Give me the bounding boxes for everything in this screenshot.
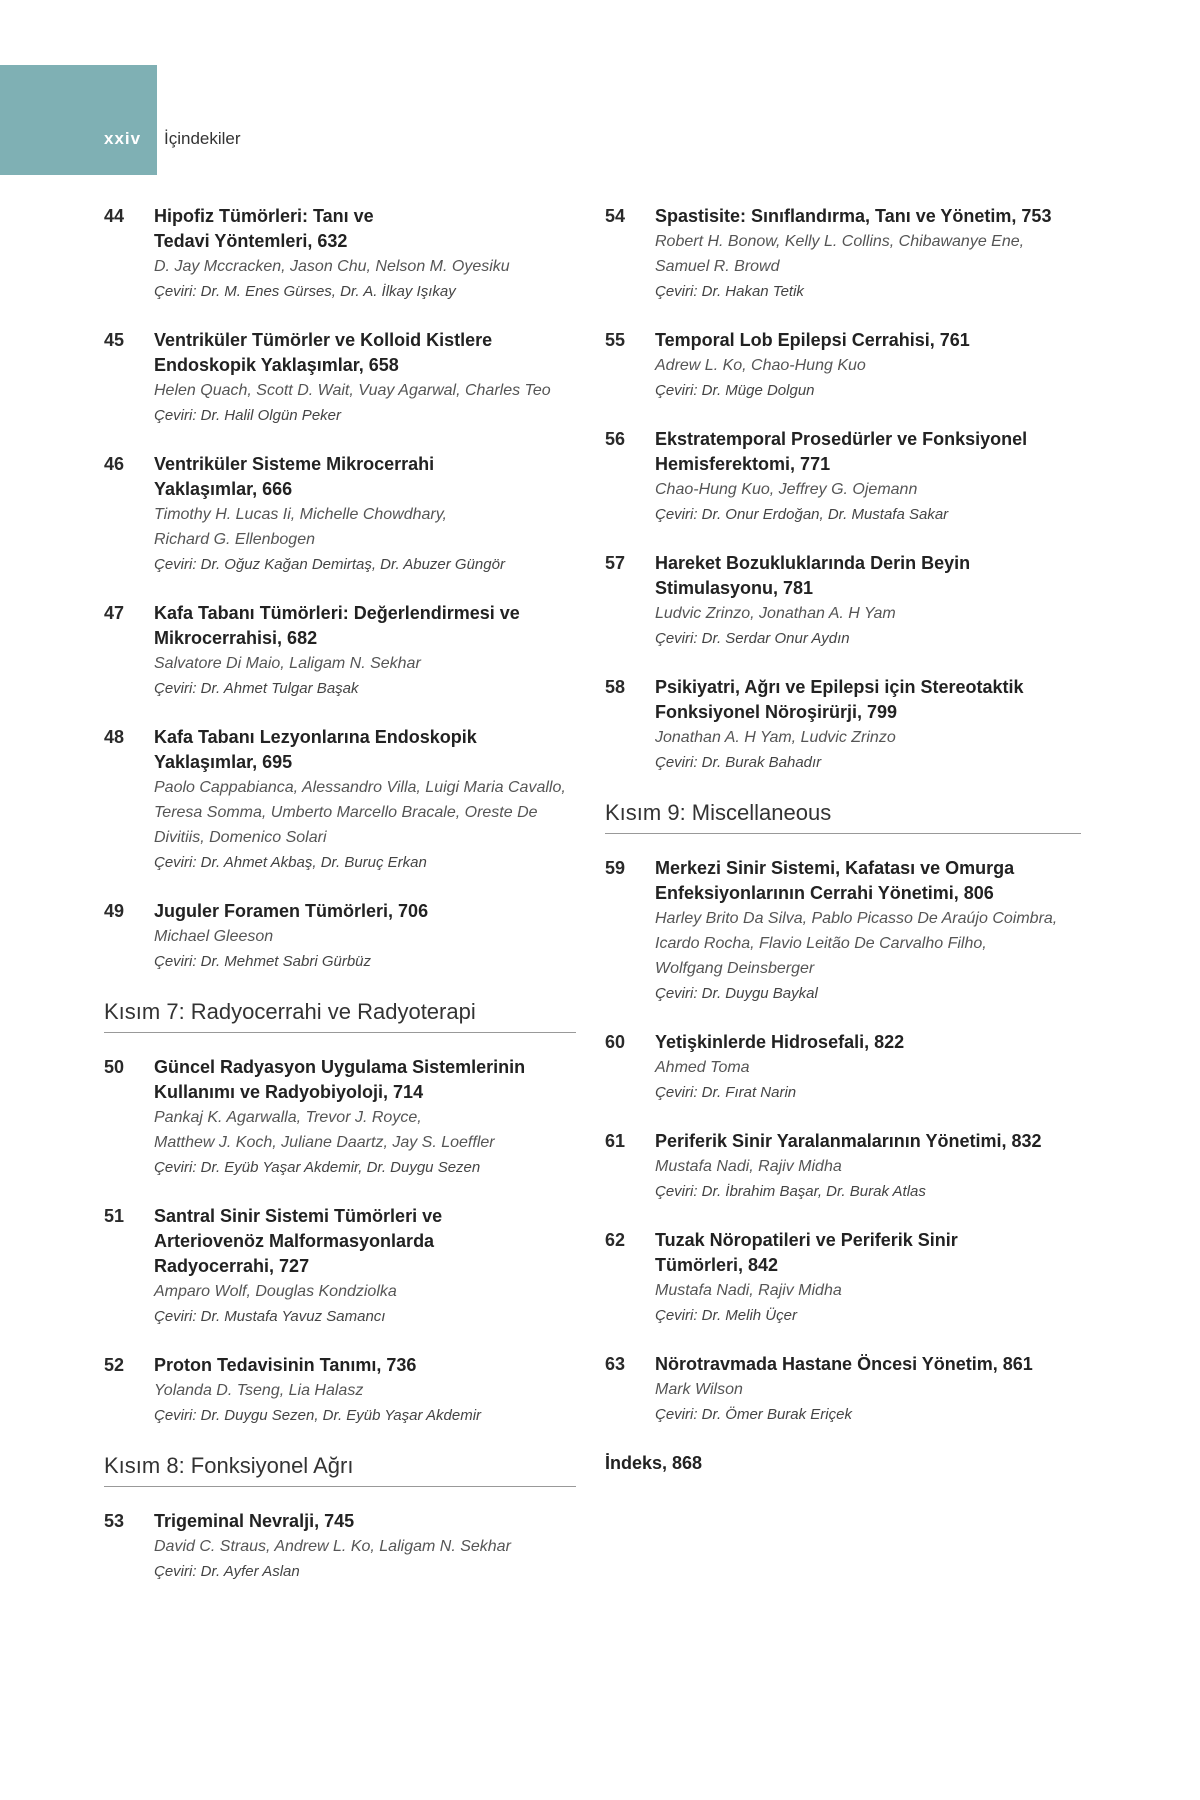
section-heading: Kısım 7: Radyocerrahi ve Radyoterapi xyxy=(104,998,576,1033)
toc-entry xyxy=(104,204,576,304)
chapter-authors: Robert H. Bonow, Kelly L. Collins, Chibawanye Ene, xyxy=(655,233,1025,250)
chapter-number: 63 xyxy=(605,1354,626,1374)
chapter-authors: Amparo Wolf, Douglas Kondziolka xyxy=(154,1283,397,1300)
chapter-authors: Matthew J. Koch, Juliane Daartz, Jay S. Loeffler xyxy=(154,1134,495,1151)
chapter-authors: Mustafa Nadi, Rajiv Midha xyxy=(655,1282,842,1299)
chapter-title: Proton Tedavisinin Tanımı, 736 xyxy=(154,1355,417,1375)
chapter-authors: Pankaj K. Agarwalla, Trevor J. Royce, xyxy=(154,1109,422,1126)
chapter-authors: Salvatore Di Maio, Laligam N. Sekhar xyxy=(154,655,421,672)
toc-entry xyxy=(605,427,1081,527)
chapter-translator: Çeviri: Dr. Melih Üçer xyxy=(655,1307,797,1324)
chapter-title: Santral Sinir Sistemi Tümörleri ve xyxy=(154,1206,443,1226)
toc-entry xyxy=(104,899,576,974)
chapter-number: 55 xyxy=(605,330,626,350)
chapter-translator: Çeviri: Dr. Duygu Sezen, Dr. Eyüb Yaşar Akdemir xyxy=(154,1407,482,1424)
chapter-translator: Çeviri: Dr. Fırat Narin xyxy=(655,1084,797,1101)
chapter-body xyxy=(154,725,576,875)
header-color-band xyxy=(0,65,157,175)
chapter-authors: Michael Gleeson xyxy=(154,928,274,945)
chapter-authors: Adrew L. Ko, Chao-Hung Kuo xyxy=(655,357,866,374)
chapter-translator: Çeviri: Dr. M. Enes Gürses, Dr. A. İlkay Işıkay xyxy=(154,283,456,300)
chapter-authors: Mark Wilson xyxy=(655,1381,743,1398)
chapter-body xyxy=(154,328,576,428)
chapter-body xyxy=(655,427,1081,527)
chapter-authors: Yolanda D. Tseng, Lia Halasz xyxy=(154,1382,364,1399)
chapter-title: Tuzak Nöropatileri ve Periferik Sinir xyxy=(655,1230,958,1250)
chapter-title: Yetişkinlerde Hidrosefali, 822 xyxy=(655,1032,905,1052)
toc-entry xyxy=(605,675,1081,775)
chapter-title: Ventriküler Tümörler ve Kolloid Kistlere xyxy=(154,330,493,350)
chapter-authors: Jonathan A. H Yam, Ludvic Zrinzo xyxy=(655,729,896,746)
chapter-title: Psikiyatri, Ağrı ve Epilepsi için Stereotaktik xyxy=(655,677,1024,697)
chapter-number: 62 xyxy=(605,1230,626,1250)
chapter-authors: Wolfgang Deinsberger xyxy=(655,960,815,977)
chapter-body xyxy=(154,1509,576,1584)
chapter-title: Yaklaşımlar, 695 xyxy=(154,752,293,772)
chapter-body xyxy=(154,899,576,974)
toc-entry xyxy=(605,1352,1081,1427)
right-column xyxy=(605,204,1081,1476)
chapter-title: Spastisite: Sınıflandırma, Tanı ve Yönetim, 753 xyxy=(655,206,1052,226)
chapter-number: 48 xyxy=(104,727,125,747)
chapter-translator: Çeviri: Dr. Ayfer Aslan xyxy=(154,1563,300,1580)
chapter-authors: Harley Brito Da Silva, Pablo Picasso De Araújo Coimbra, xyxy=(655,910,1058,927)
chapter-title: Ekstratemporal Prosedürler ve Fonksiyonel xyxy=(655,429,1028,449)
toc-entry xyxy=(605,551,1081,651)
chapter-body xyxy=(154,204,576,304)
chapter-authors: Teresa Somma, Umberto Marcello Bracale, Oreste De xyxy=(154,804,538,821)
chapter-translator: Çeviri: Dr. Ahmet Tulgar Başak xyxy=(154,680,359,697)
chapter-body xyxy=(655,675,1081,775)
toc-entry xyxy=(605,1129,1081,1204)
chapter-number: 52 xyxy=(104,1355,125,1375)
toc-entry xyxy=(605,856,1081,1006)
chapter-translator: Çeviri: Dr. Mehmet Sabri Gürbüz xyxy=(154,953,372,970)
chapter-authors: Richard G. Ellenbogen xyxy=(154,531,315,548)
chapter-translator: Çeviri: Dr. Ömer Burak Eriçek xyxy=(655,1406,852,1423)
chapter-authors: Timothy H. Lucas Ii, Michelle Chowdhary, xyxy=(154,506,447,523)
chapter-translator: Çeviri: Dr. Serdar Onur Aydın xyxy=(655,630,850,647)
chapter-number: 47 xyxy=(104,603,125,623)
chapter-number: 61 xyxy=(605,1131,626,1151)
toc-entry xyxy=(104,1055,576,1180)
chapter-body xyxy=(655,204,1081,304)
chapter-translator: Çeviri: Dr. Burak Bahadır xyxy=(655,754,822,771)
chapter-title: Radyocerrahi, 727 xyxy=(154,1256,310,1276)
chapter-authors: Chao-Hung Kuo, Jeffrey G. Ojemann xyxy=(655,481,918,498)
chapter-body xyxy=(655,856,1081,1006)
chapter-title: Tümörleri, 842 xyxy=(655,1255,779,1275)
toc-entry xyxy=(605,1030,1081,1105)
toc-entry xyxy=(104,1353,576,1428)
chapter-authors: David C. Straus, Andrew L. Ko, Laligam N. Sekhar xyxy=(154,1538,511,1555)
chapter-authors: Samuel R. Browd xyxy=(655,258,780,275)
chapter-title: Stimulasyonu, 781 xyxy=(655,578,814,598)
chapter-number: 57 xyxy=(605,553,626,573)
left-column xyxy=(104,204,576,1608)
chapter-title: Periferik Sinir Yaralanmalarının Yönetimi, 832 xyxy=(655,1131,1042,1151)
chapter-translator: Çeviri: Dr. Hakan Tetik xyxy=(655,283,804,300)
toc-entry xyxy=(104,452,576,577)
chapter-number: 56 xyxy=(605,429,626,449)
chapter-authors: D. Jay Mccracken, Jason Chu, Nelson M. Oyesiku xyxy=(154,258,510,275)
chapter-title: Nörotravmada Hastane Öncesi Yönetim, 861 xyxy=(655,1354,1033,1374)
section-heading: Kısım 8: Fonksiyonel Ağrı xyxy=(104,1452,576,1487)
chapter-number: 45 xyxy=(104,330,125,350)
chapter-translator: Çeviri: Dr. Mustafa Yavuz Samancı xyxy=(154,1308,386,1325)
chapter-number: 51 xyxy=(104,1206,125,1226)
chapter-authors: Mustafa Nadi, Rajiv Midha xyxy=(655,1158,842,1175)
toc-entry xyxy=(605,204,1081,304)
chapter-title: Yaklaşımlar, 666 xyxy=(154,479,293,499)
toc-entry xyxy=(104,1204,576,1329)
chapter-number: 53 xyxy=(104,1511,125,1531)
page-number: xxiv xyxy=(104,129,142,148)
chapter-title: Trigeminal Nevralji, 745 xyxy=(154,1511,355,1531)
chapter-body xyxy=(655,1352,1081,1427)
chapter-body xyxy=(154,1204,576,1329)
chapter-authors: Ahmed Toma xyxy=(655,1059,750,1076)
toc-entry xyxy=(605,1228,1081,1328)
chapter-body xyxy=(154,601,576,701)
chapter-number: 54 xyxy=(605,206,626,226)
chapter-translator: Çeviri: Dr. Onur Erdoğan, Dr. Mustafa Sakar xyxy=(655,506,949,523)
toc-entry xyxy=(104,1509,576,1584)
chapter-body xyxy=(655,551,1081,651)
chapter-number: 59 xyxy=(605,858,626,878)
chapter-title: Hareket Bozukluklarında Derin Beyin xyxy=(655,553,971,573)
chapter-number: 49 xyxy=(104,901,125,921)
chapter-authors: Icardo Rocha, Flavio Leitão De Carvalho Filho, xyxy=(655,935,987,952)
toc-entry xyxy=(104,328,576,428)
chapter-number: 50 xyxy=(104,1057,125,1077)
chapter-title: Hipofiz Tümörleri: Tanı ve xyxy=(154,206,374,226)
chapter-body xyxy=(655,1030,1081,1105)
chapter-title: Fonksiyonel Nöroşirürji, 799 xyxy=(655,702,898,722)
chapter-body xyxy=(655,328,1081,403)
chapter-title: Güncel Radyasyon Uygulama Sistemlerinin xyxy=(154,1057,526,1077)
chapter-translator: Çeviri: Dr. Oğuz Kağan Demirtaş, Dr. Abuzer Güngör xyxy=(154,556,505,573)
chapter-authors: Helen Quach, Scott D. Wait, Vuay Agarwal, Charles Teo xyxy=(154,382,551,399)
toc-entry xyxy=(605,328,1081,403)
chapter-title: Kafa Tabanı Tümörleri: Değerlendirmesi ve xyxy=(154,603,520,623)
chapter-body xyxy=(154,1055,576,1180)
chapter-authors: Divitiis, Domenico Solari xyxy=(154,829,327,846)
chapter-translator: Çeviri: Dr. Müge Dolgun xyxy=(655,382,815,399)
chapter-translator: Çeviri: Dr. Halil Olgün Peker xyxy=(154,407,341,424)
chapter-title: Merkezi Sinir Sistemi, Kafatası ve Omurga xyxy=(655,858,1015,878)
chapter-title: Enfeksiyonlarının Cerrahi Yönetimi, 806 xyxy=(655,883,994,903)
chapter-number: 60 xyxy=(605,1032,626,1052)
running-title: İçindekiler xyxy=(164,129,241,148)
chapter-title: Arteriovenöz Malformasyonlarda xyxy=(154,1231,435,1251)
chapter-title: Endoskopik Yaklaşımlar, 658 xyxy=(154,355,399,375)
chapter-title: Ventriküler Sisteme Mikrocerrahi xyxy=(154,454,435,474)
section-heading: Kısım 9: Miscellaneous xyxy=(605,799,1081,834)
chapter-body xyxy=(154,452,576,577)
chapter-translator: Çeviri: Dr. İbrahim Başar, Dr. Burak Atlas xyxy=(655,1183,926,1200)
chapter-authors: Ludvic Zrinzo, Jonathan A. H Yam xyxy=(655,605,896,622)
chapter-number: 58 xyxy=(605,677,626,697)
chapter-title: Kullanımı ve Radyobiyoloji, 714 xyxy=(154,1082,424,1102)
chapter-number: 44 xyxy=(104,206,125,226)
chapter-title: Temporal Lob Epilepsi Cerrahisi, 761 xyxy=(655,330,970,350)
toc-entry xyxy=(104,725,576,875)
chapter-title: Juguler Foramen Tümörleri, 706 xyxy=(154,901,429,921)
chapter-body xyxy=(655,1129,1081,1204)
index-entry: İndeks, 868 xyxy=(605,1453,703,1473)
chapter-translator: Çeviri: Dr. Ahmet Akbaş, Dr. Buruç Erkan xyxy=(154,854,427,871)
chapter-title: Mikrocerrahisi, 682 xyxy=(154,628,318,648)
chapter-translator: Çeviri: Dr. Duygu Baykal xyxy=(655,985,818,1002)
chapter-body xyxy=(655,1228,1081,1328)
chapter-title: Kafa Tabanı Lezyonlarına Endoskopik xyxy=(154,727,477,747)
chapter-title: Hemisferektomi, 771 xyxy=(655,454,831,474)
chapter-title: Tedavi Yöntemleri, 632 xyxy=(154,231,348,251)
chapter-translator: Çeviri: Dr. Eyüb Yaşar Akdemir, Dr. Duygu Sezen xyxy=(154,1159,481,1176)
chapter-body xyxy=(154,1353,576,1428)
chapter-authors: Paolo Cappabianca, Alessandro Villa, Luigi Maria Cavallo, xyxy=(154,779,566,796)
chapter-number: 46 xyxy=(104,454,125,474)
toc-entry xyxy=(104,601,576,701)
